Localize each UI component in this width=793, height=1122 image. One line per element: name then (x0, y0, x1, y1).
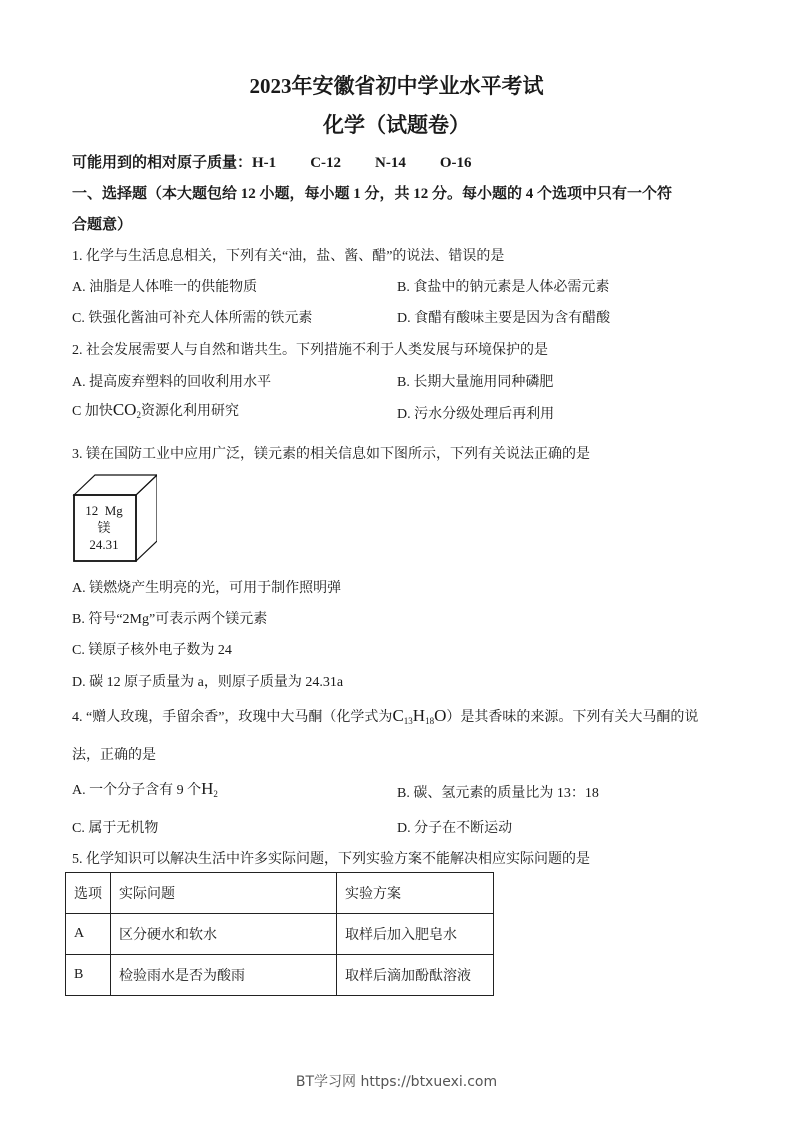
formula-c-sub: 13 (403, 716, 413, 726)
q4-option-b: B. 碳、氢元素的质量比为 13：18 (397, 786, 599, 801)
section-heading-cont: 合题意） (72, 217, 133, 233)
mass-h: H-1 (252, 155, 277, 171)
section-heading: 一、选择题（本大题包给 12 小题，每小题 1 分，共 12 分。每小题的 4 个选项中只有一个符 (72, 186, 673, 202)
atomic-mass: 24.31 (89, 537, 119, 552)
element-symbol: Mg (104, 503, 123, 518)
question-2-stem: 2. 社会发展需要人与自然和谐共生。下列措施不利于人类发展与环境保护的是 (72, 343, 548, 358)
exam-subtitle: 化学（试题卷） (323, 113, 470, 137)
q4-option-a-text: A. 一个分子含有 9 个 (72, 783, 202, 798)
co2-formula: CO (112, 400, 137, 419)
h2-subscript: 2 (213, 789, 218, 799)
q1-option-d: D. 食醋有酸味主要是因为含有醋酸 (397, 311, 611, 326)
co2-subscript: 2 (136, 410, 141, 420)
table-cell: B (66, 955, 111, 996)
q3-option-c: C. 镁原子核外电子数为 24 (72, 643, 232, 658)
exam-title: 2023年安徽省初中学业水平考试 (249, 74, 544, 98)
atomic-masses (72, 151, 472, 172)
element-number-symbol (74, 502, 134, 519)
q3-option-b: B. 符号“2Mg”可表示两个镁元素 (72, 612, 268, 627)
question-3-stem: 3. 镁在国防工业中应用广泛，镁元素的相关信息如下图所示，下列有关说法正确的是 (72, 447, 590, 462)
table-cell: 取样后加入肥皂水 (337, 914, 494, 955)
mass-n: N-14 (375, 155, 406, 171)
q1-option-b: B. 食盐中的钠元素是人体必需元素 (397, 280, 610, 295)
table-header: 选项 (66, 873, 111, 914)
table-cell: 取样后滴加酚酞溶液 (337, 955, 494, 996)
q4-option-a (72, 779, 218, 799)
q2-option-d: D. 污水分级处理后再利用 (397, 407, 555, 422)
q4-stem-pre: 4. “赠人玫瑰，手留余香”，玫瑰中大马酮（化学式为 (72, 710, 393, 725)
element-name: 镁 (97, 520, 111, 535)
formula-o: O (434, 706, 447, 725)
element-card (74, 495, 134, 557)
atomic-masses-label: 可能用到的相对原子质量： (72, 155, 253, 171)
q4-stem-post: ）是其香味的来源。下列有关大马酮的说 (446, 710, 699, 725)
table-row (66, 914, 494, 955)
table-header: 实际问题 (111, 873, 337, 914)
formula-h-sub: 18 (425, 716, 435, 726)
table-cell: A (66, 914, 111, 955)
q3-option-a: A. 镁燃烧产生明亮的光，可用于制作照明弹 (72, 581, 342, 596)
table-row (66, 955, 494, 996)
formula-h: H (412, 706, 426, 725)
experiment-table (65, 872, 494, 996)
q2-option-b: B. 长期大量施用同种磷肥 (397, 375, 554, 390)
table-cell: 检验雨水是否为酸雨 (111, 955, 337, 996)
table-cell: 区分硬水和软水 (111, 914, 337, 955)
question-5-stem: 5. 化学知识可以解决生活中许多实际问题，下列实验方案不能解决相应实际问题的是 (72, 852, 590, 867)
table-header-row (66, 873, 494, 914)
q3-option-d: D. 碳 12 原子质量为 a，则原子质量为 24.31a (72, 675, 344, 690)
q4-option-d: D. 分子在不断运动 (397, 821, 513, 836)
q2-option-c-tail: 资源化利用研究 (140, 404, 239, 419)
q2-option-a: A. 提高废弃塑料的回收利用水平 (72, 375, 272, 390)
watermark-footer: BT学习网 https://btxuexi.com (295, 1074, 498, 1090)
atomic-number: 12 (85, 503, 99, 518)
mass-c: C-12 (310, 155, 342, 171)
question-4-stem (72, 706, 698, 726)
q2-option-c-text: C 加快 (72, 404, 113, 419)
h2-formula: H (201, 779, 214, 798)
mass-o: O-16 (439, 155, 472, 171)
question-4-stem-cont: 法，正确的是 (72, 748, 156, 763)
q4-option-c: C. 属于无机物 (72, 821, 159, 836)
q1-option-a: A. 油脂是人体唯一的供能物质 (72, 280, 258, 295)
q2-option-c (72, 400, 239, 420)
question-1-stem: 1. 化学与生活息息相关，下列有关“油，盐、酱、醋”的说法、错误的是 (72, 249, 505, 264)
q1-option-c: C. 铁强化酱油可补充人体所需的铁元素 (72, 311, 313, 326)
table-header: 实验方案 (337, 873, 494, 914)
formula-c: C (392, 706, 404, 725)
